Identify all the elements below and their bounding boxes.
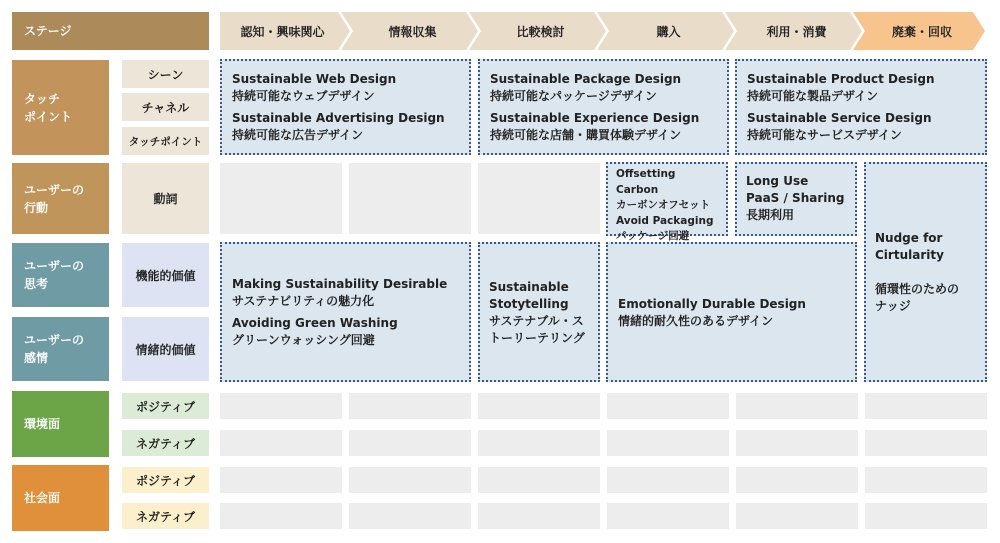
box-text: 情緒的耐久性のあるデザイン [618, 314, 774, 328]
grid-cell [736, 430, 858, 456]
grid-cell [349, 503, 471, 529]
box-text: PaaS / Sharing [746, 191, 845, 205]
box-text: Cirtularity [875, 248, 944, 262]
box-text: Stotytelling [489, 297, 569, 311]
box-text: カーボンオフセット [616, 199, 711, 211]
box-text: 持続可能なウェブデザイン [232, 89, 375, 103]
sub-env-positive: ポジティブ [122, 393, 209, 419]
box-text: Sustainable Package Design [490, 72, 682, 86]
box-text: Long Use [746, 174, 809, 188]
grid-cell [607, 467, 729, 493]
box-text: Making Sustainability Desirable [232, 277, 448, 291]
grid-cell [349, 393, 471, 419]
grid-cell [865, 430, 987, 456]
nudge-box [864, 162, 987, 382]
stage-title: 認知・興味関心 [240, 24, 325, 39]
box-text: Sustainable [489, 280, 569, 294]
box-text: Offsetting Carbon [616, 168, 676, 196]
stage-title: 廃棄・回収 [891, 24, 952, 39]
sub-env-negative: ネガティブ [122, 430, 209, 456]
box-text: パッケージ回避 [616, 230, 690, 242]
sub-soc-positive: ポジティブ [122, 467, 209, 493]
grid-cell [607, 430, 729, 456]
sub-scene: シーン [122, 60, 209, 88]
grid-cell [865, 467, 987, 493]
grid-cell [865, 503, 987, 529]
grid-cell [478, 503, 600, 529]
thinking-box-aware [220, 242, 471, 382]
sub-touchpoint: タッチポイント [122, 127, 209, 155]
category-user-thinking: ユーザーの 思考 [12, 243, 109, 307]
sub-emotional-value: 情緒的価値 [122, 317, 209, 381]
box-text: サステナブル・ス [489, 314, 584, 328]
stage-title: 利用・消費 [766, 24, 827, 39]
grid-cell [736, 467, 858, 493]
box-text: Nudge for [875, 231, 943, 245]
box-text: Sustainable Experience Design [490, 111, 700, 125]
box-text: 持続可能なパッケージデザイン [490, 89, 657, 103]
grid-cell [607, 503, 729, 529]
sub-channel: チャネル [122, 93, 209, 121]
grid-cell [478, 163, 600, 234]
box-text: Sustainable Product Design [747, 72, 935, 86]
category-user-emotion: ユーザーの 感情 [12, 317, 109, 381]
category-user-action: ユーザーの 行動 [12, 163, 109, 234]
box-text: Sustainable Service Design [747, 111, 932, 125]
grid-cell [349, 163, 471, 234]
box-text: グリーンウォッシング回避 [232, 333, 375, 347]
sub-functional-value: 機能的価値 [122, 243, 209, 307]
box-text: トーリーテリング [489, 331, 585, 345]
box-text: 持続可能な製品デザイン [747, 89, 879, 103]
thinking-box-durable [606, 242, 857, 382]
stage-title: 比較検討 [516, 24, 565, 39]
grid-cell [736, 393, 858, 419]
sub-verb: 動詞 [122, 163, 209, 234]
sub-soc-negative: ネガティブ [122, 503, 209, 529]
box-text: Avoid Packaging [616, 214, 714, 227]
category-environment: 環境面 [12, 391, 109, 457]
grid-cell [220, 430, 342, 456]
grid-cell [478, 467, 600, 493]
touchpoint-box-compare [478, 59, 729, 155]
stage-title: 情報収集 [388, 24, 437, 39]
box-text: 持続可能な店舗・購買体験デザイン [490, 128, 682, 142]
box-text: ナッジ [875, 299, 911, 313]
box-text: 持続可能な広告デザイン [232, 128, 364, 142]
grid-cell [349, 467, 471, 493]
box-text: Sustainable Advertising Design [232, 111, 445, 125]
box-text: Sustainable Web Design [232, 72, 397, 86]
grid-cell [220, 503, 342, 529]
grid-cell [865, 393, 987, 419]
stage-title: 購入 [656, 24, 681, 39]
box-text: 持続可能なサービスデザイン [747, 128, 902, 142]
box-text: 循環性のための [875, 282, 960, 296]
grid-cell [478, 430, 600, 456]
category-touchpoint: タッチ ポイント [12, 60, 109, 155]
grid-cell [607, 393, 729, 419]
grid-cell [478, 393, 600, 419]
box-text: 長期利用 [746, 208, 795, 222]
action-box-purchase [606, 162, 728, 242]
grid-cell [349, 430, 471, 456]
action-box-use [735, 162, 857, 236]
category-society: 社会面 [12, 465, 109, 531]
touchpoint-box-use [735, 59, 987, 155]
stage-label: ステージ [12, 12, 209, 50]
touchpoint-box-aware [220, 59, 471, 155]
grid-cell [736, 503, 858, 529]
grid-cell [220, 393, 342, 419]
grid-cell [220, 467, 342, 493]
box-text: Avoiding Green Washing [232, 316, 398, 330]
box-text: サステナビリティの魅力化 [232, 294, 375, 308]
box-text: Emotionally Durable Design [618, 297, 806, 311]
thinking-box-compare [478, 242, 600, 382]
grid-cell [220, 163, 342, 234]
